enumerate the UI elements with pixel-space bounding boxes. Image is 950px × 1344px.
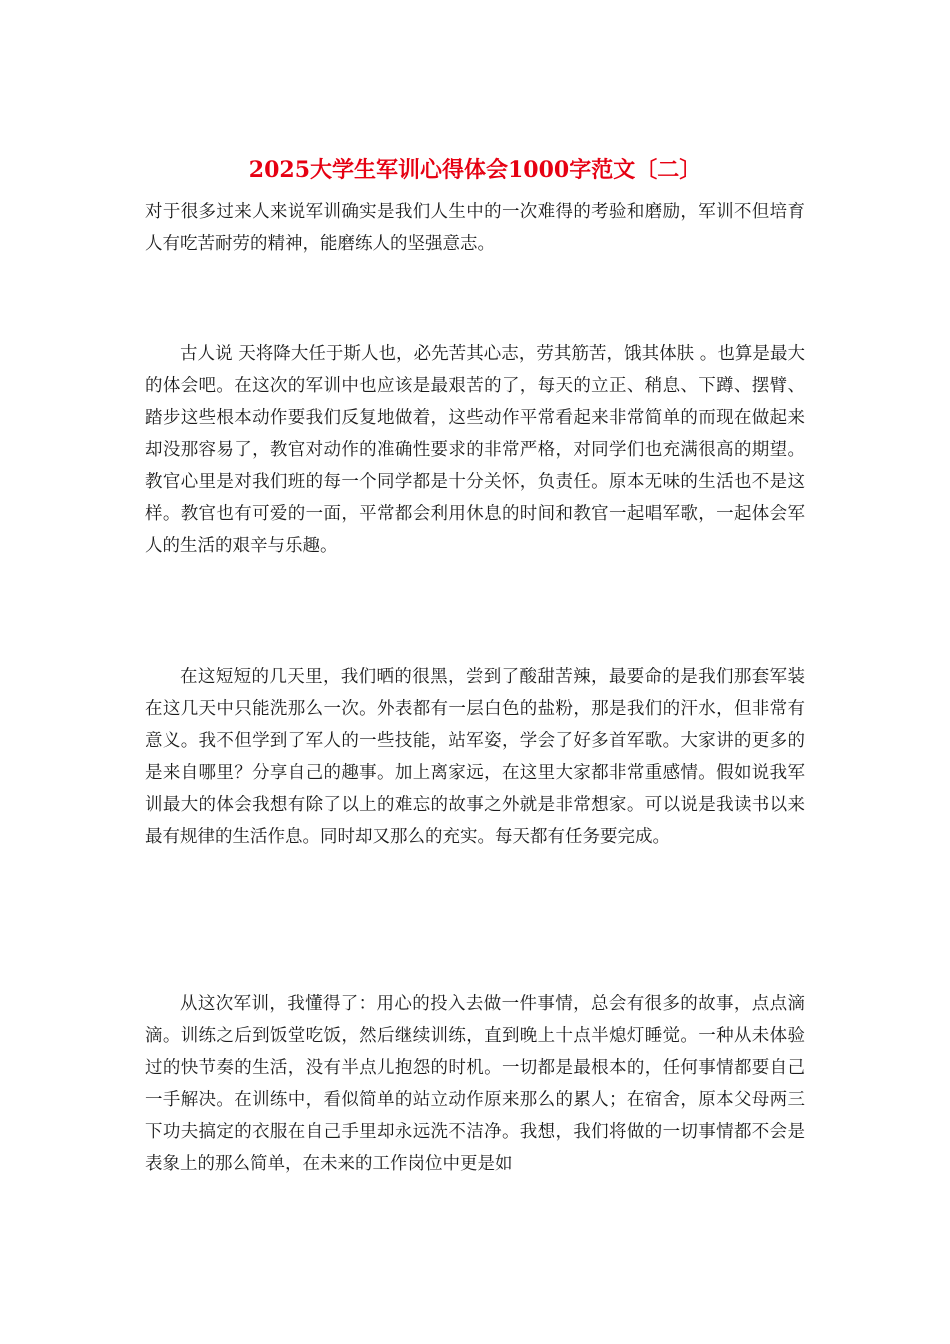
document-title: 2025大学生军训心得体会1000字范文〔二〕 (248, 157, 702, 183)
paragraph-intro: 对于很多过来人来说军训确实是我们人生中的一次难得的考验和磨励，军训不但培育人有吃苦耐劳的精神，能磨练人的坚强意志。 (145, 202, 805, 254)
paragraph-2: 在这短短的几天里，我们晒的很黑，尝到了酸甜苦辣，最要命的是我们那套军装在这几天中只能洗那么一次。外表都有一层白色的盐粉，那是我们的汗水，但非常有意义。我不但学到了军人的一些技能，站军姿，学会了好多首军歌。大家讲的更多的是来自哪里？分享自己的趣事。加上离家远，在这里大家都非常重感情。假如说我军训最大的体会我想有除了以上的难忘的故事之外就是非常想家。可以说是我读书以来最有规律的生活作息。同时却又那么的充实。每天都有任务要完成。 (145, 667, 805, 847)
paragraph-3: 从这次军训，我懂得了：用心的投入去做一件事情，总会有很多的故事，点点滴滴。训练之后到饭堂吃饭，然后继续训练，直到晚上十点半熄灯睡觉。一种从未体验过的快节奏的生活，没有半点儿抱怨的时机。一切都是最根本的，任何事情都要自己一手解决。在训练中，看似简单的站立动作原来那么的累人；在宿舍，原本父母两三下功夫搞定的衣服在自己手里却永远洗不洁净。我想，我们将做的一切事情都不会是表象上的那么简单，在未来的工作岗位中更是如 (145, 994, 805, 1174)
paragraph-1: 古人说 天将降大任于斯人也，必先苦其心志，劳其筋苦，饿其体肤 。也算是最大的体会吧。在这次的军训中也应该是最艰苦的了，每天的立正、稍息、下蹲、摆臂、踏步这些根本动作要我们反复地做着，这些动作平常看起来非常简单的而现在做起来却没那容易了，教官对动作的准确性要求的非常严格，对同学们也充满很高的期望。教官心里是对我们班的每一个同学都是十分关怀，负责任。原本无味的生活也不是这样。教官也有可爱的一面，平常都会利用休息的时间和教官一起唱军歌，一起体会军人的生活的艰辛与乐趣。 (145, 344, 805, 556)
